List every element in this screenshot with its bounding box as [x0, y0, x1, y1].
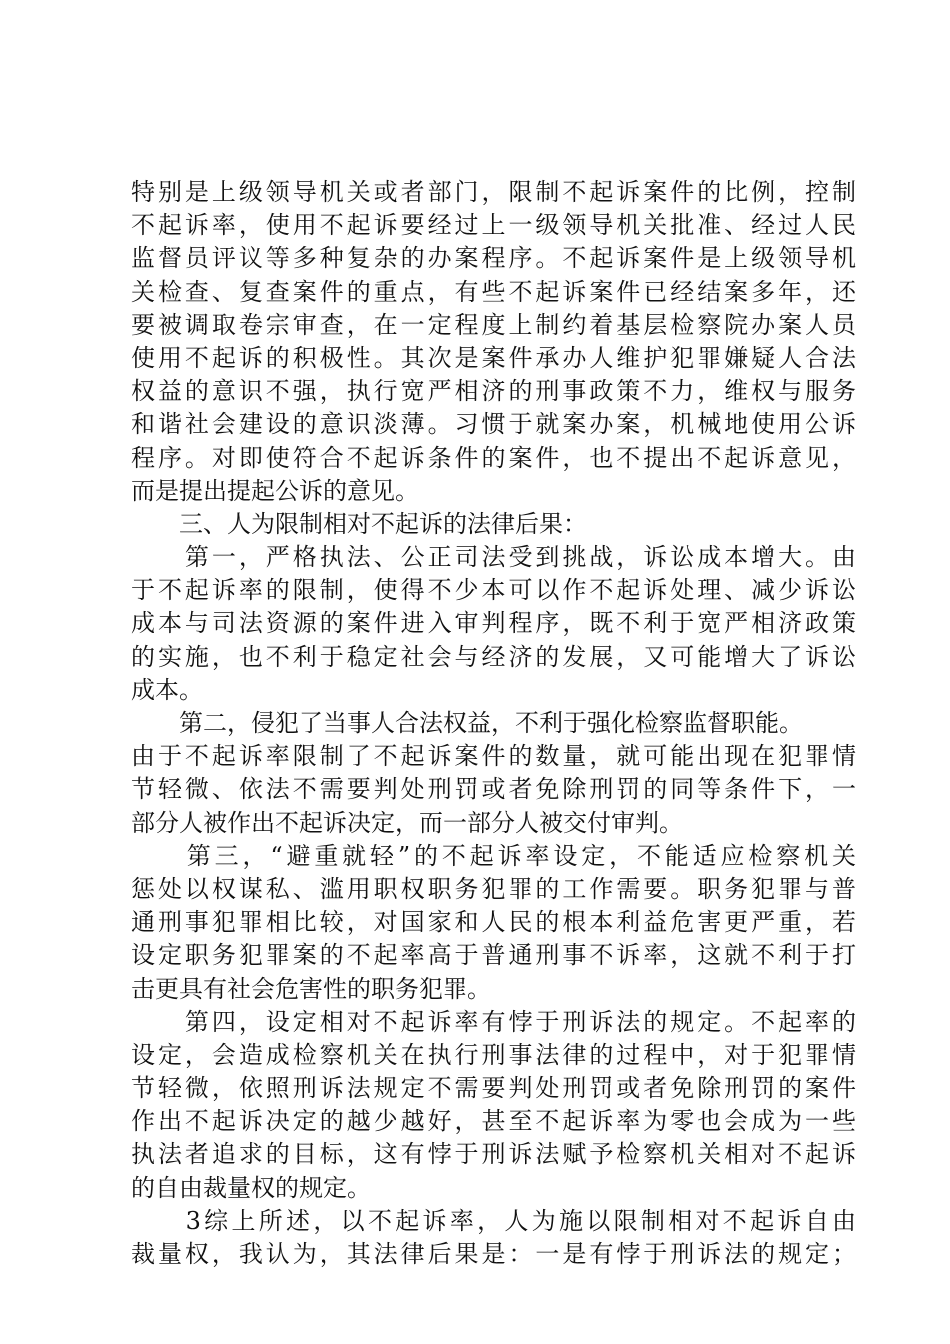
text-line: 的实施，也不利于稳定社会与经济的发展，又可能增大了诉讼	[131, 642, 856, 671]
body-text	[131, 176, 856, 1271]
text-line: 关检查、复查案件的重点，有些不起诉案件已经结案多年，还	[131, 277, 856, 306]
text-line: 的自由裁量权的规定。	[131, 1173, 371, 1202]
text-line: 第四，设定相对不起诉率有悖于刑诉法的规定。不起率的	[131, 1007, 856, 1036]
text-line: 使用不起诉的积极性。其次是案件承办人维护犯罪嫌疑人合法	[131, 343, 856, 372]
text-line: 成本。	[131, 675, 203, 704]
text-line: 设定职务犯罪案的不起率高于普通刑事不诉率，这就不利于打	[131, 941, 856, 970]
text-line: 执法者追求的目标，这有悖于刑诉法赋予检察机关相对不起诉	[131, 1140, 856, 1169]
text-line: 程序。对即使符合不起诉条件的案件，也不提出不起诉意见，	[131, 443, 856, 472]
text-line: 击更具有社会危害性的职务犯罪。	[131, 974, 491, 1003]
text-line: 设定，会造成检察机关在执行刑事法律的过程中，对于犯罪情	[131, 1040, 856, 1069]
text-line: 三、人为限制相对不起诉的法律后果：	[131, 509, 587, 538]
text-line: 由于不起诉率限制了不起诉案件的数量，就可能出现在犯罪情	[131, 742, 856, 771]
text-line: 不起诉率，使用不起诉要经过上一级领导机关批准、经过人民	[131, 211, 856, 240]
text-line: 节轻微、依法不需要判处刑罚或者免除刑罚的同等条件下，一	[131, 775, 856, 804]
text-line: 节轻微，依照刑诉法规定不需要判处刑罚或者免除刑罚的案件	[131, 1074, 856, 1103]
text-line: 成本与司法资源的案件进入审判程序，既不利于宽严相济政策	[131, 609, 856, 638]
text-line: 特别是上级领导机关或者部门，限制不起诉案件的比例，控制	[131, 178, 856, 206]
text-line: 惩处以权谋私、滥用职权职务犯罪的工作需要。职务犯罪与普	[131, 874, 856, 903]
text-line: 于不起诉率的限制，使得不少本可以作不起诉处理、减少诉讼	[131, 576, 856, 605]
text-line: 要被调取卷宗审查，在一定程度上制约着基层检察院办案人员	[131, 310, 856, 339]
text-line: 而是提出提起公诉的意见。	[131, 476, 419, 505]
text-line: 第一，严格执法、公正司法受到挑战，诉讼成本增大。由	[131, 543, 856, 572]
text-line: 通刑事犯罪相比较，对国家和人民的根本利益危害更严重，若	[131, 908, 856, 937]
text-line: 作出不起诉决定的越少越好，甚至不起诉率为零也会成为一些	[131, 1107, 856, 1136]
text-line: 监督员评议等多种复杂的办案程序。不起诉案件是上级领导机	[131, 244, 856, 273]
text-line: 部分人被作出不起诉决定，而一部分人被交付审判。	[131, 808, 683, 837]
text-line: 裁量权，我认为，其法律后果是：一是有悖于刑诉法的规定；	[131, 1240, 856, 1268]
text-line: 第三，“避重就轻”的不起诉率设定，不能适应检察机关	[131, 841, 856, 870]
text-line: 和谐社会建设的意识淡薄。习惯于就案办案，机械地使用公诉	[131, 410, 856, 439]
text-line: 权益的意识不强，执行宽严相济的刑事政策不力，维权与服务	[131, 377, 856, 406]
text-line: 第二，侵犯了当事人合法权益，不利于强化检察监督职能。	[131, 709, 803, 737]
text-line: 3综上所述，以不起诉率，人为施以限制相对不起诉自由	[131, 1206, 856, 1235]
